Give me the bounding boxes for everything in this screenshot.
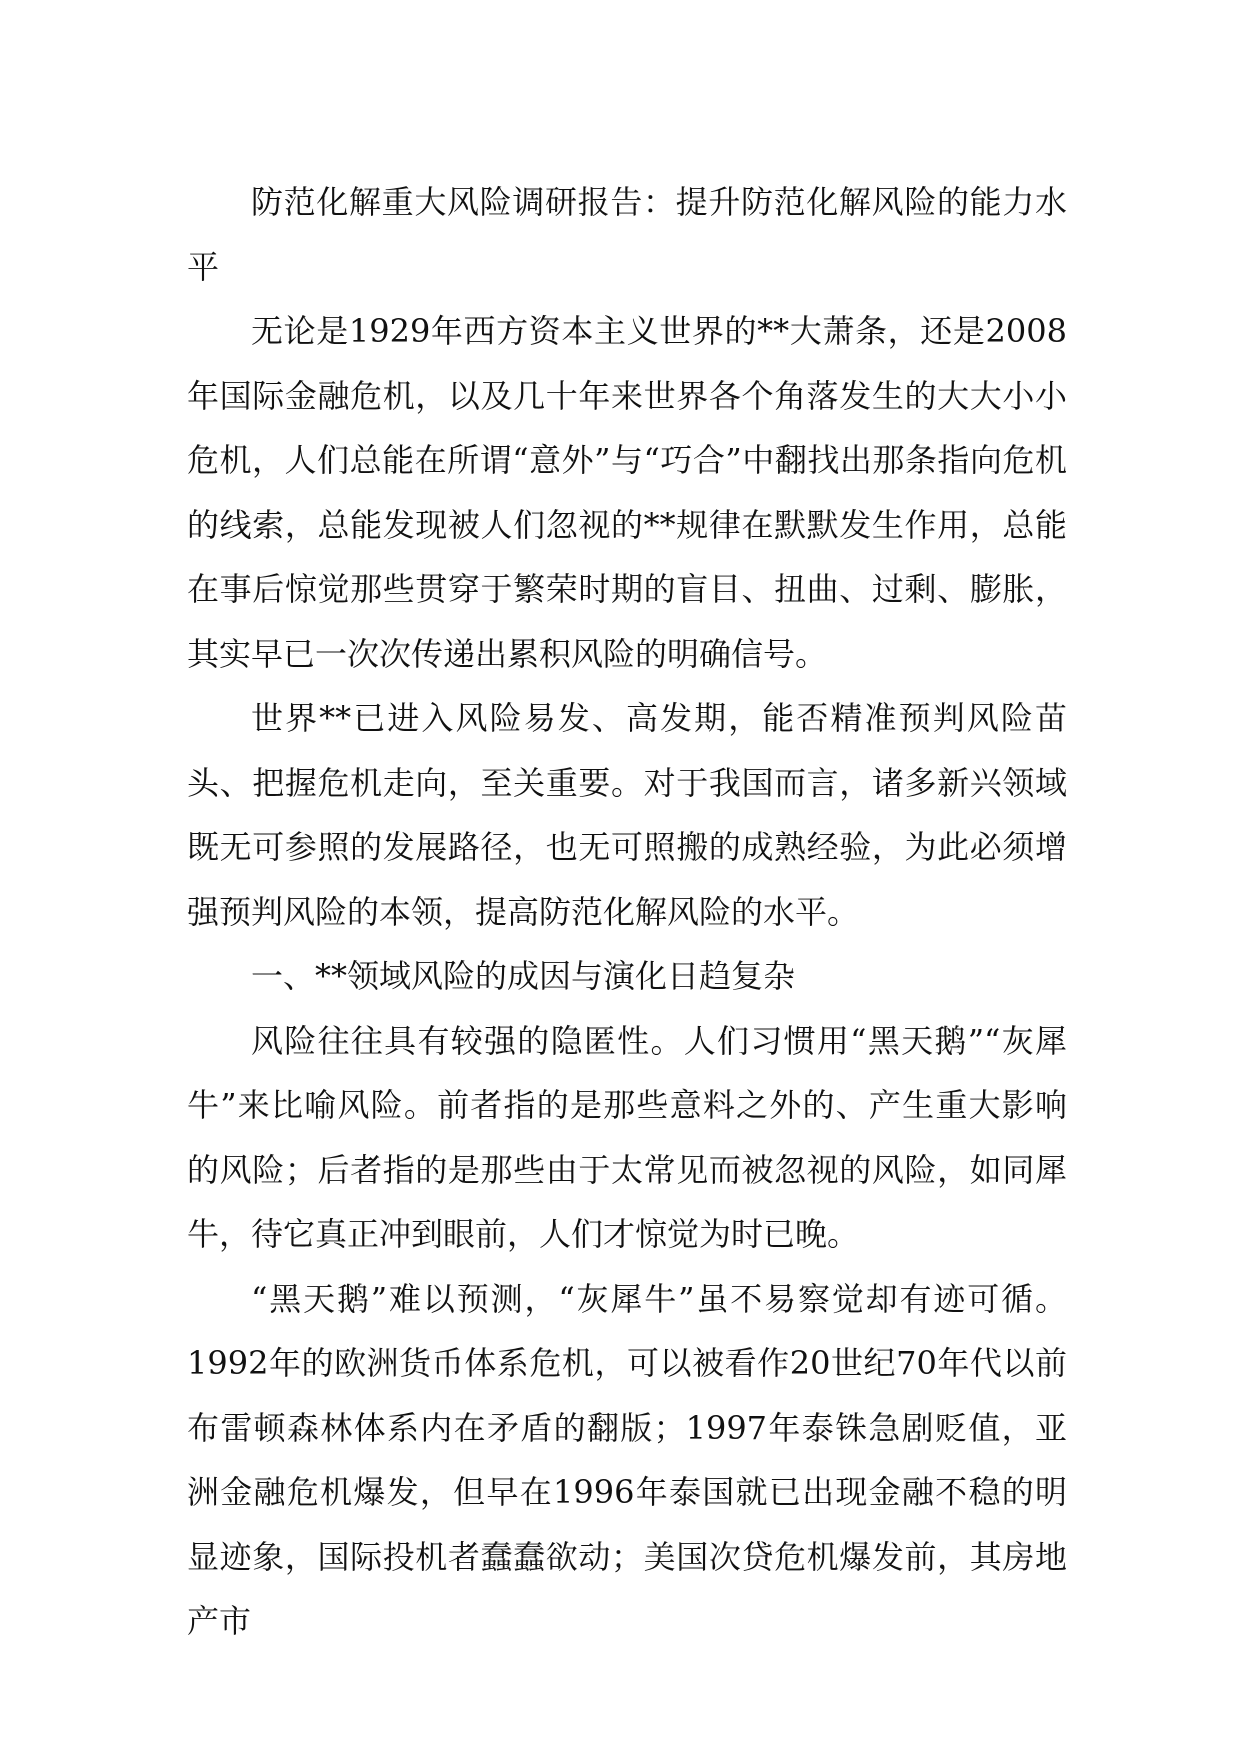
paragraph: “黑天鹅”难以预测，“灰犀牛”虽不易察觉却有迹可循。1992年的欧洲货币体系危机，可以被看作20世纪70年代以前布雷顿森林体系内在矛盾的翻版；1997年泰铢急剧贬值，亚洲金融危机爆发，但早在1996年泰国就已出现金融不稳的明显迹象，国际投机者蠢蠢欲动；美国次贷危机爆发前，其房地产市 bbox=[187, 1279, 1067, 1640]
paragraph: 风险往往具有较强的隐匿性。人们习惯用“黑天鹅”“灰犀牛”来比喻风险。前者指的是那些意料之外的、产生重大影响的风险；后者指的是那些由于太常见而被忽视的风险，如同犀牛，待它真正冲到眼前，人们才惊觉为时已晚。 bbox=[187, 1021, 1067, 1253]
paragraph: 世界**已进入风险易发、高发期，能否精准预判风险苗头、把握危机走向，至关重要。对于我国而言，诸多新兴领域既无可参照的发展路径，也无可照搬的成熟经验，为此必须增强预判风险的本领，提高防范化解风险的水平。 bbox=[187, 699, 1067, 931]
document-body bbox=[187, 170, 1067, 1654]
paragraph: 无论是1929年西方资本主义世界的**大萧条，还是2008年国际金融危机，以及几十年来世界各个角落发生的大大小小危机，人们总能在所谓“意外”与“巧合”中翻找出那条指向危机的线索，总能发现被人们忽视的**规律在默默发生作用，总能在事后惊觉那些贯穿于繁荣时期的盲目、扭曲、过剩、膨胀，其实早已一次次传递出累积风险的明确信号。 bbox=[187, 312, 1067, 673]
document-title: 防范化解重大风险调研报告：提升防范化解风险的能力水平 bbox=[187, 183, 1067, 286]
section-heading: 一、**领域风险的成因与演化日趋复杂 bbox=[251, 957, 796, 995]
